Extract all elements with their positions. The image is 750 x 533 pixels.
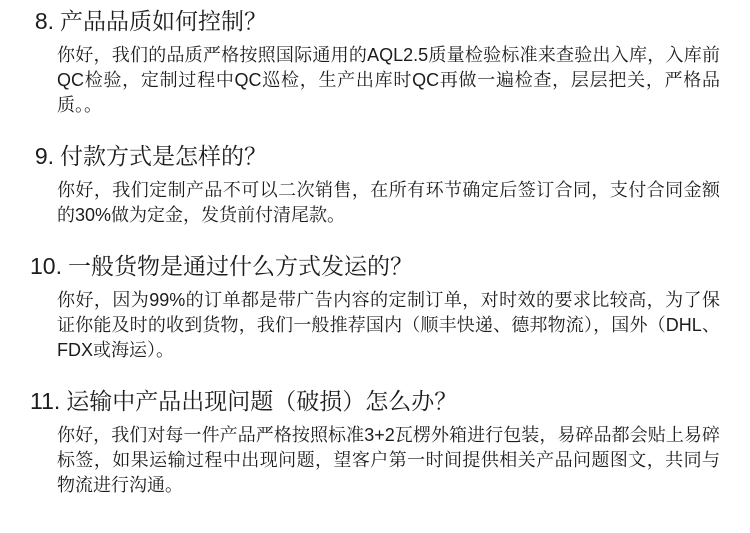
faq-question-11 [30, 386, 722, 416]
faq-item-8 [30, 6, 722, 118]
faq-answer-9: 你好，我们定制产品不可以二次销售，在所有环节确定后签订合同，支付合同金额的30%做为定金，发货前付清尾款。 [57, 180, 720, 225]
question-number: 10. [30, 253, 62, 279]
faq-item-9 [30, 141, 722, 228]
question-text: 产品品质如何控制？ [60, 8, 267, 34]
question-text: 一般货物是通过什么方式发运的？ [67, 253, 413, 279]
question-number: 11. [30, 388, 61, 414]
question-number: 8. [34, 8, 54, 34]
faq-question-8 [30, 6, 722, 36]
faq-question-10 [30, 251, 722, 281]
question-text: 付款方式是怎样的？ [60, 143, 267, 169]
faq-question-9 [30, 141, 722, 171]
faq-answer-8: 你好，我们的品质严格按照国际通用的AQL2.5质量检验标准来查验出入库，入库前QC检验，定制过程中QC巡检，生产出库时QC再做一遍检查，层层把关，严格品质。。 [57, 45, 720, 115]
question-number: 9. [34, 143, 54, 169]
faq-item-11 [30, 386, 722, 498]
faq-answer-10: 你好，因为99%的订单都是带广告内容的定制订单，对时效的要求比较高，为了保证你能及时的收到货物，我们一般推荐国内（顺丰快递、德邦物流），国外（DHL、FDX或海运）。 [57, 290, 720, 360]
faq-item-10 [30, 251, 722, 363]
question-text: 运输中产品出现问题（破损）怎么办？ [66, 388, 458, 414]
faq-list [30, 6, 722, 498]
faq-answer-11: 你好，我们对每一件产品严格按照标准3+2瓦楞外箱进行包装，易碎品都会贴上易碎标签，如果运输过程中出现问题，望客户第一时间提供相关产品问题图文，共同与物流进行沟通。 [57, 425, 720, 495]
